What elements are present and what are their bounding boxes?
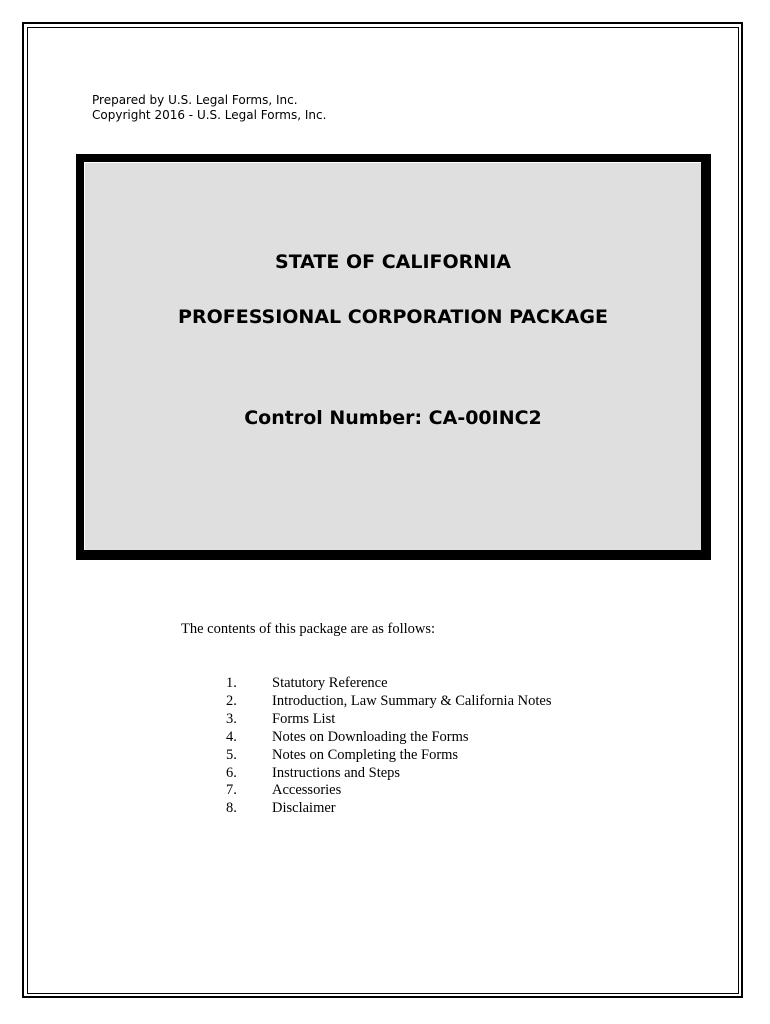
- list-item-label: Forms List: [272, 710, 336, 727]
- control-number: Control Number: CA-00INC2: [244, 407, 542, 429]
- list-item: [222, 693, 551, 711]
- list-item-label: Statutory Reference: [272, 675, 388, 691]
- preparer-notice: [92, 93, 326, 123]
- list-item-number: 6.: [226, 764, 237, 781]
- state-title: STATE OF CALIFORNIA: [275, 251, 511, 273]
- contents-intro: The contents of this package are as follows:: [181, 621, 436, 637]
- list-item-number: 8.: [226, 800, 237, 817]
- copyright-line: Copyright 2016 - U.S. Legal Forms, Inc.: [92, 108, 327, 122]
- list-item: [222, 765, 551, 783]
- contents-list: [222, 675, 551, 818]
- title-box-panel: [84, 162, 701, 550]
- list-item-number: 3.: [226, 710, 237, 727]
- list-item-label: Instructions and Steps: [272, 764, 401, 781]
- list-item-label: Notes on Completing the Forms: [272, 746, 459, 763]
- list-item-number: 4.: [226, 728, 237, 745]
- list-item-number: 1.: [226, 675, 237, 691]
- list-item: [222, 747, 551, 765]
- list-item-number: 5.: [226, 746, 237, 763]
- list-item: [222, 675, 551, 693]
- list-item-label: Accessories: [272, 782, 342, 799]
- title-box: [76, 154, 711, 560]
- list-item-number: 2.: [226, 692, 237, 709]
- list-item: [222, 782, 551, 800]
- list-item: [222, 729, 551, 747]
- list-item: [222, 711, 551, 729]
- list-item-label: Disclaimer: [272, 800, 336, 817]
- list-item: [222, 800, 551, 818]
- list-item-label: Introduction, Law Summary & California Notes: [272, 692, 552, 709]
- prepared-by-line: Prepared by U.S. Legal Forms, Inc.: [92, 93, 298, 107]
- list-item-label: Notes on Downloading the Forms: [272, 728, 469, 745]
- package-title: PROFESSIONAL CORPORATION PACKAGE: [178, 306, 608, 328]
- list-item-number: 7.: [226, 782, 237, 799]
